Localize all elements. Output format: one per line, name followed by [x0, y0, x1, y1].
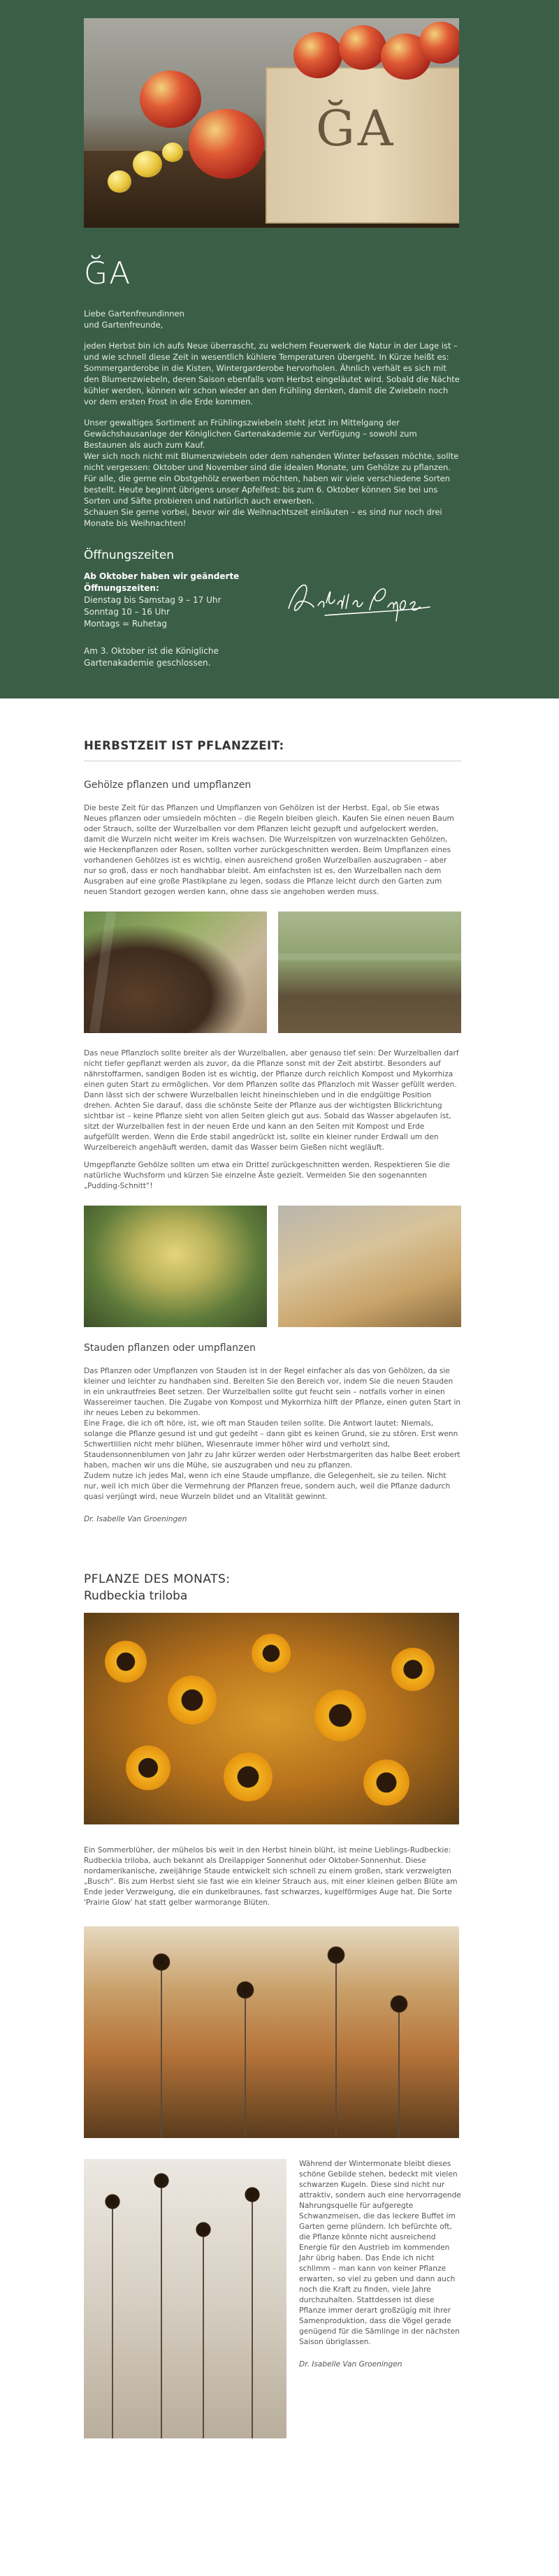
hero-section: [0, 0, 559, 698]
subhead-woody-plants: Gehölze pflanzen und umpflanzen: [84, 780, 252, 791]
quince: [162, 142, 183, 162]
rudbeckia-bloom-photo: [84, 1613, 459, 1824]
winter-row: [84, 2159, 461, 2438]
apple: [140, 71, 201, 128]
closed-note: Am 3. Oktober ist die Königliche Gartenakademie geschlossen.: [84, 646, 219, 668]
apple: [419, 22, 459, 64]
crate-brand-mark: ĞA: [316, 100, 396, 157]
perennials-paragraph: Das Pflanzen oder Umpflanzen von Stauden ist in der Regel einfacher als das von Gehölzen, da sie kleiner und leichter zu handhaben sind. Bereiten Sie den Bereich vor, indem Sie die neuen Stauden in ein unkrautfreies Beet setzen. Der Wurzelballen sollte gut feucht sein – notfalls vorher in einen Wassereimer tauchen. Die Zugabe von Kompost und Mykorrhiza hilft der Pflanze, einen guten Start in ihr neues Leben zu bekommen. Eine Frage, die ich oft höre, ist, wie oft man Stauden teilen sollte. Die Antwort lautet: Niemals, solange die Pflanze gesund ist und gut gedeiht – dann gibt es keinen Grund, sie zu stören. Erst wenn Schwertlilien nicht mehr blühen, Wiesenraute immer höher wird und verholzt sind, Staudensonnenblumen von Jahr zu Jahr kürzer werden oder Herbstmargeriten das halbe Beet erobert haben, machen wir uns die Mühe, sie auszugraben und neu zu pflanzen. Zudem nutze ich jedes Mal, wenn ich eine Staude umpflanze, die Gelegenheit, sie zu teilen. Nicht nur, weil ich mich über die Vermehrung der Pflanzen freue, sondern auch, weil die Pflanze dadurch quasi verjüngt wird, neue Wurzeln bildet und an Vitalität gewinnt.: [84, 1367, 461, 1501]
greeting: Liebe Gartenfreundinnen und Gartenfreunde,: [84, 309, 184, 330]
hours-notice-1: Ab Oktober haben wir geänderte: [84, 571, 240, 581]
logo: ĞA: [84, 256, 132, 291]
planting-hole-photo: [278, 912, 461, 1033]
hours-sunday: Sonntag 10 – 16 Uhr: [84, 607, 170, 617]
quince: [133, 151, 162, 177]
hours-notice-2: Öffnungszeiten:: [84, 583, 159, 593]
apple: [339, 25, 386, 70]
rootball-photo: [84, 912, 267, 1033]
opening-hours: [84, 571, 239, 630]
plant-of-month-title: PFLANZE DES MONATS:: [84, 1572, 231, 1586]
intro-paragraph: jeden Herbst bin ich aufs Neue überrascht, zu welchem Feuerwerk die Natur in der Lage ist – und wie schnell diese Zeit in wesentlich kühlere Temperaturen übergeht. In Kürze heißt es: Sommergarderobe in die Kisten, Wintergarderobe hervorholen. Ähnlich verhält es sich mit den Blumenzwiebeln, deren Saison ebenfalls vom Herbst eingeläutet wird. Sobald die Nächte kühler werden, können wir schon wieder an den Frühling denken, damit die Zwiebeln noch vor dem ersten Frost in die Erde kommen.: [84, 341, 460, 407]
apple: [189, 109, 264, 179]
body-paragraph: Unser gewaltiges Sortiment an Frühlingszwiebeln steht jetzt im Mittelgang der Gewächshausanlage der Königlichen Gartenakademie zur Verfügung – sowohl zum Bestaunen als auch zum Kauf. Wer sich noch nicht mit Blumenzwiebeln oder dem nahenden Winter befassen möchte, sollte nicht vergessen: Oktober und November sind die idealen Monate, um Gehölze zu pflanzen. Für alle, die gerne ein Obstgehölz erwerben möchten, haben wir viele verschiedene Sorten bestellt. Heute beginnt übrigens unser Apfelfest: bis zum 6. Oktober können Sie bei uns Sorten und Säfte probieren und natürlich auch erwerben. Schauen Sie gerne vorbei, bevor wir die Weihnachtszeit einläuten – es sind nur noch drei Monate bis Weihnachten!: [84, 418, 459, 528]
subhead-perennials: Stauden pflanzen oder umpflanzen: [84, 1342, 256, 1354]
rudbeckia-paragraph-2: Während der Wintermonate bleibt dieses schöne Gebilde stehen, bedeckt mit vielen schwarzen Kugeln. Diese sind nicht nur attraktiv, sondern auch eine hervorragende Nahrungsquelle für aufgeregte Schwanzmeisen, die das leckere Buffet im Garten gerne plündern. Ich befürchte oft, die Pflanze könnte nicht ausreichend Energie für den Austrieb im kommenden Jahr übrig haben. Das Ende ich nicht schlimm – man kann von keiner Pflanze erwarten, so viel zu geben und dann auch noch die Kraft zu finden, viele Jahre durchzuhalten. Stattdessen ist diese Pflanze immer derart großzügig mit ihrer Samenproduktion, dass die Vögel gerade genügend für die Sämlinge in der nächsten Saison übriglassen.: [299, 2160, 461, 2346]
author-1: Dr. Isabelle Van Groeningen: [84, 1515, 187, 1523]
apples-crate-photo: [84, 18, 459, 228]
snowy-seedheads-photo: [84, 2159, 286, 2438]
hours-monday: Montags = Ruhetag: [84, 619, 167, 629]
author-2: Dr. Isabelle Van Groeningen: [299, 2360, 402, 2369]
winter-text: [299, 2159, 461, 2438]
dividing-perennial-photo: [278, 1206, 461, 1327]
signature: [283, 575, 433, 624]
image-row-1: [84, 912, 461, 1033]
woody-paragraph-1: Die beste Zeit für das Pflanzen und Umpflanzen von Gehölzen ist der Herbst. Egal, ob Sie etwas Neues pflanzen oder umsiedeln möchten – die Regeln bleiben gleich. Kaufen Sie einen neuen Baum oder Strauch, sollte der Wurzelballen vor dem Pflanzen leicht gezupft und aufgelockert werden, damit die Wurzeln nicht weiter im Kreis wachsen. Die Wurzelspitzen von wurzelnackten Gehölzen, wie Heckenpflanzen oder Rosen, sollten vorher zurückgeschnitten werden. Beim Umpflanzen eines vorhandenen Gehölzes ist es wichtig, einen ausreichend großen Wurzelballen auszugraben – aber nur so groß, dass er noch handhabbar bleibt. Am einfachsten ist es, den Wurzelballen nach dem Ausgraben auf eine große Plastikplane zu legen, sodass die Pflanze leicht durch den Garten zum neuen Standort gezogen werden kann, ohne dass sie angehoben werden muss.: [84, 804, 454, 896]
wooden-crate: [266, 67, 459, 224]
quince: [108, 170, 131, 193]
hours-title: Öffnungszeiten: [84, 548, 175, 562]
plant-of-month-section: [84, 1572, 461, 2438]
woody-paragraph-2: Das neue Pflanzloch sollte breiter als der Wurzelballen, aber genauso tief sein: Der Wurzelballen darf nicht tiefer gepflanzt werden als zuvor, da die Pflanze sonst mit der Zeit abstirbt. Besonders auf nährstoffarmen, sandigen Boden ist es wichtig, der Pflanze durch reichlich Kompost und Mykorrhiza einen guten Start zu ermöglichen. Vor dem Pflanzen sollte das Pflanzloch mit Wasser gefüllt werden. Dann lässt sich der schwere Wurzelballen leicht hineinschieben und in die endgültige Position drehen. Achten Sie darauf, dass die schönste Seite der Pflanze aus der wichtigsten Blickrichtung sichtbar ist – keine Pflanze sieht von allen Seiten gleich gut aus. Sobald das Wasser abgelaufen ist, sitzt der Wurzelballen fest in der neuen Erde und kann an den Seiten mit Kompost und Erde aufgefüllt werden. Wenn die Erde stabil angedrückt ist, sollte ein kleiner runder Erdwall um den Wurzelbereich angehäuft werden, damit das Wasser beim Gießen nicht wegläuft.: [84, 1049, 459, 1152]
image-row-2: [84, 1206, 461, 1327]
rudbeckia-seedheads-photo: [84, 1926, 459, 2138]
apple: [293, 32, 342, 78]
hours-row: [84, 571, 461, 630]
rudbeckia-paragraph-1: Ein Sommerblüher, der mühelos bis weit in den Herbst hinein blüht, ist meine Lieblings-Rudbeckie: Rudbeckia triloba, auch bekannt als Dreilappiger Sonnenhut oder Oktober-Sonnenhut. Diese nordamerikanische, zweijährige Staude entwickelt sich schnell zu einem großen, stark verzweigten „Busch“. Bis zum Herbst sieht sie fast wie ein kleiner Strauch aus, mit einer kleinen gelben Blüte am Ende jeder Verzweigung, die ein dunkelbraunes, fast schwarzes, kugelförmiges Auge hat. Die Sorte 'Prairie Glow' hat statt gelber warmorange Blüten.: [84, 1846, 458, 1907]
grass-photo: [84, 1206, 267, 1327]
hours-weekday: Dienstag bis Samstag 9 – 17 Uhr: [84, 595, 222, 605]
woody-paragraph-3: Umgepflanzte Gehölze sollten um etwa ein Drittel zurückgeschnitten werden. Respektieren Sie die natürliche Wuchsform und kürzen Sie einzelne Äste gezielt. Vermeiden Sie den sogenannten „Pudding-Schnitt“!: [84, 1161, 450, 1190]
section-title-planting: HERBSTZEIT IST PFLANZZEIT:: [84, 739, 461, 761]
plant-name: Rudbeckia triloba: [84, 1589, 188, 1603]
hero-text: [84, 256, 461, 669]
planting-section: [84, 739, 461, 1523]
